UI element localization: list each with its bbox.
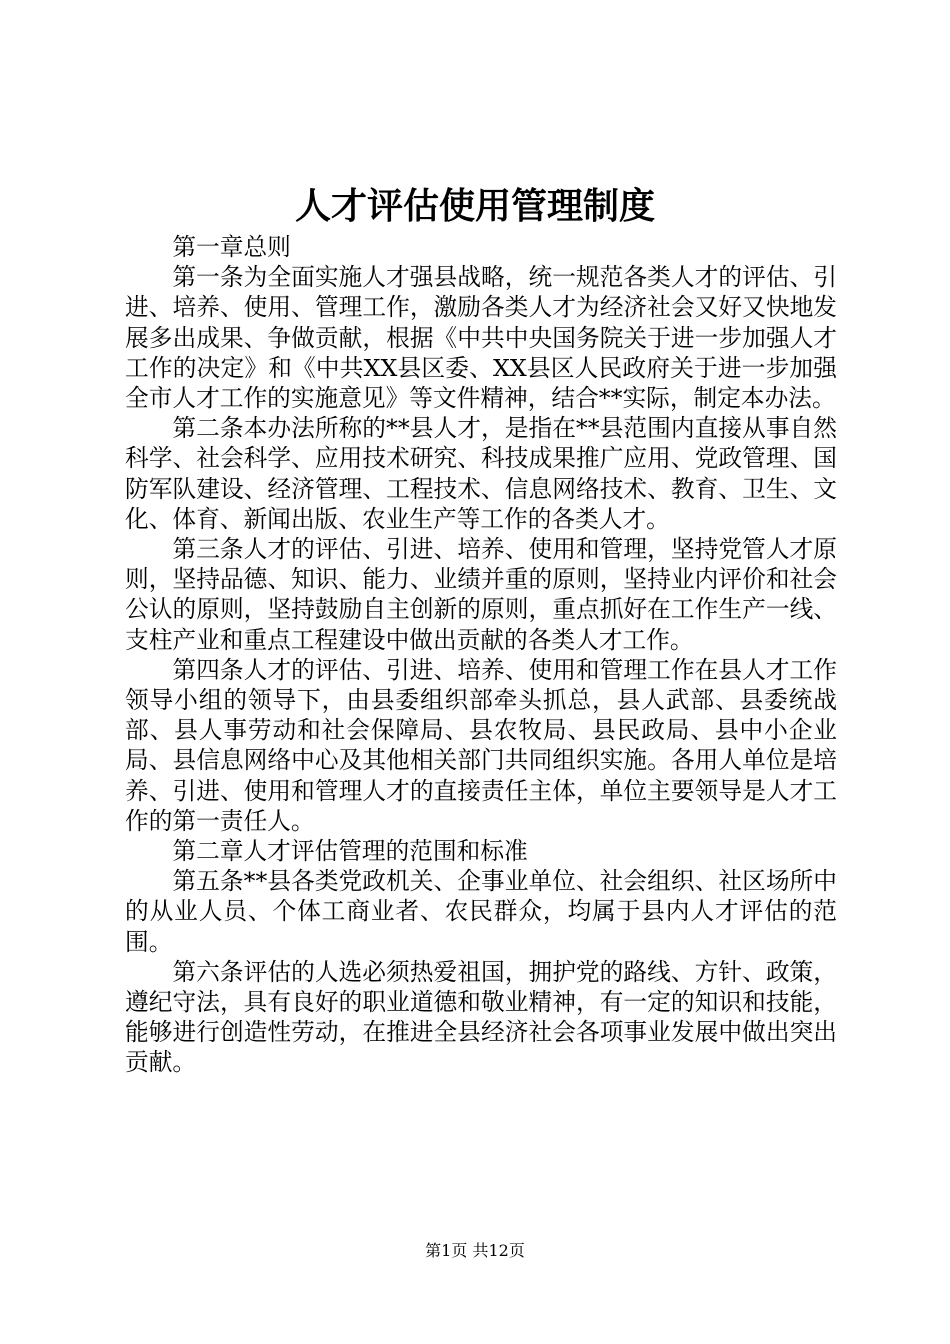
article-paragraph: 第一条为全面实施人才强县战略，统一规范各类人才的评估、引进、培养、使用、管理工作，激励各类人才为经济社会又好又快地发展多出成果、争做贡献，根据《中共中央国务院关于进一步加强人才工作的决定》和《中共XX县区委、XX县区人民政府关于进一步加强全市人才工作的实施意见》等文件精神，结合**实际，制定本办法。 — [125, 263, 837, 413]
page-total: 共12页 — [472, 1241, 525, 1260]
article-paragraph: 第三条人才的评估、引进、培养、使用和管理，坚持党管人才原则，坚持品德、知识、能力、业绩并重的原则，坚持业内评价和社会公认的原则，坚持鼓励自主创新的原则，重点抓好在工作生产一线、支柱产业和重点工程建设中做出贡献的各类人才工作。 — [125, 535, 837, 654]
document-title: 人才评估使用管理制度 — [294, 185, 655, 227]
document-body — [125, 232, 837, 1078]
chapter-heading: 第一章总则 — [172, 233, 291, 261]
article-paragraph: 第六条评估的人选必须热爱祖国，拥护党的路线、方针、政策，遵纪守法，具有良好的职业道德和敬业精神，有一定的知识和技能，能够进行创造性劳动，在推进全县经济社会各项事业发展中做出突出贡献。 — [125, 957, 837, 1077]
article-paragraph: 第五条**县各类党政机关、企事业单位、社会组织、社区场所中的从业人员、个体工商业者、农民群众，均属于县内人才评估的范围。 — [125, 867, 837, 956]
page-number: 第1页 — [425, 1241, 468, 1260]
page-footer — [0, 1240, 950, 1262]
chapter-heading: 第二章人才评估管理的范围和标准 — [172, 837, 528, 866]
article-paragraph: 第四条人才的评估、引进、培养、使用和管理工作在县人才工作领导小组的领导下，由县委组织部牵头抓总，县人武部、县委统战部、县人事劳动和社会保障局、县农牧局、县民政局、县中小企业局、县信息网络中心及其他相关部门共同组织实施。各用人单位是培养、引进、使用和管理人才的直接责任主体，单位主要领导是人才工作的第一责任人。 — [125, 655, 837, 835]
article-paragraph: 第二条本办法所称的**县人才，是指在**县范围内直接从事自然科学、社会科学、应用技术研究、科技成果推广应用、党政管理、国防军队建设、经济管理、工程技术、信息网络技术、教育、卫生、文化、体育、新闻出版、农业生产等工作的各类人才。 — [125, 414, 837, 533]
